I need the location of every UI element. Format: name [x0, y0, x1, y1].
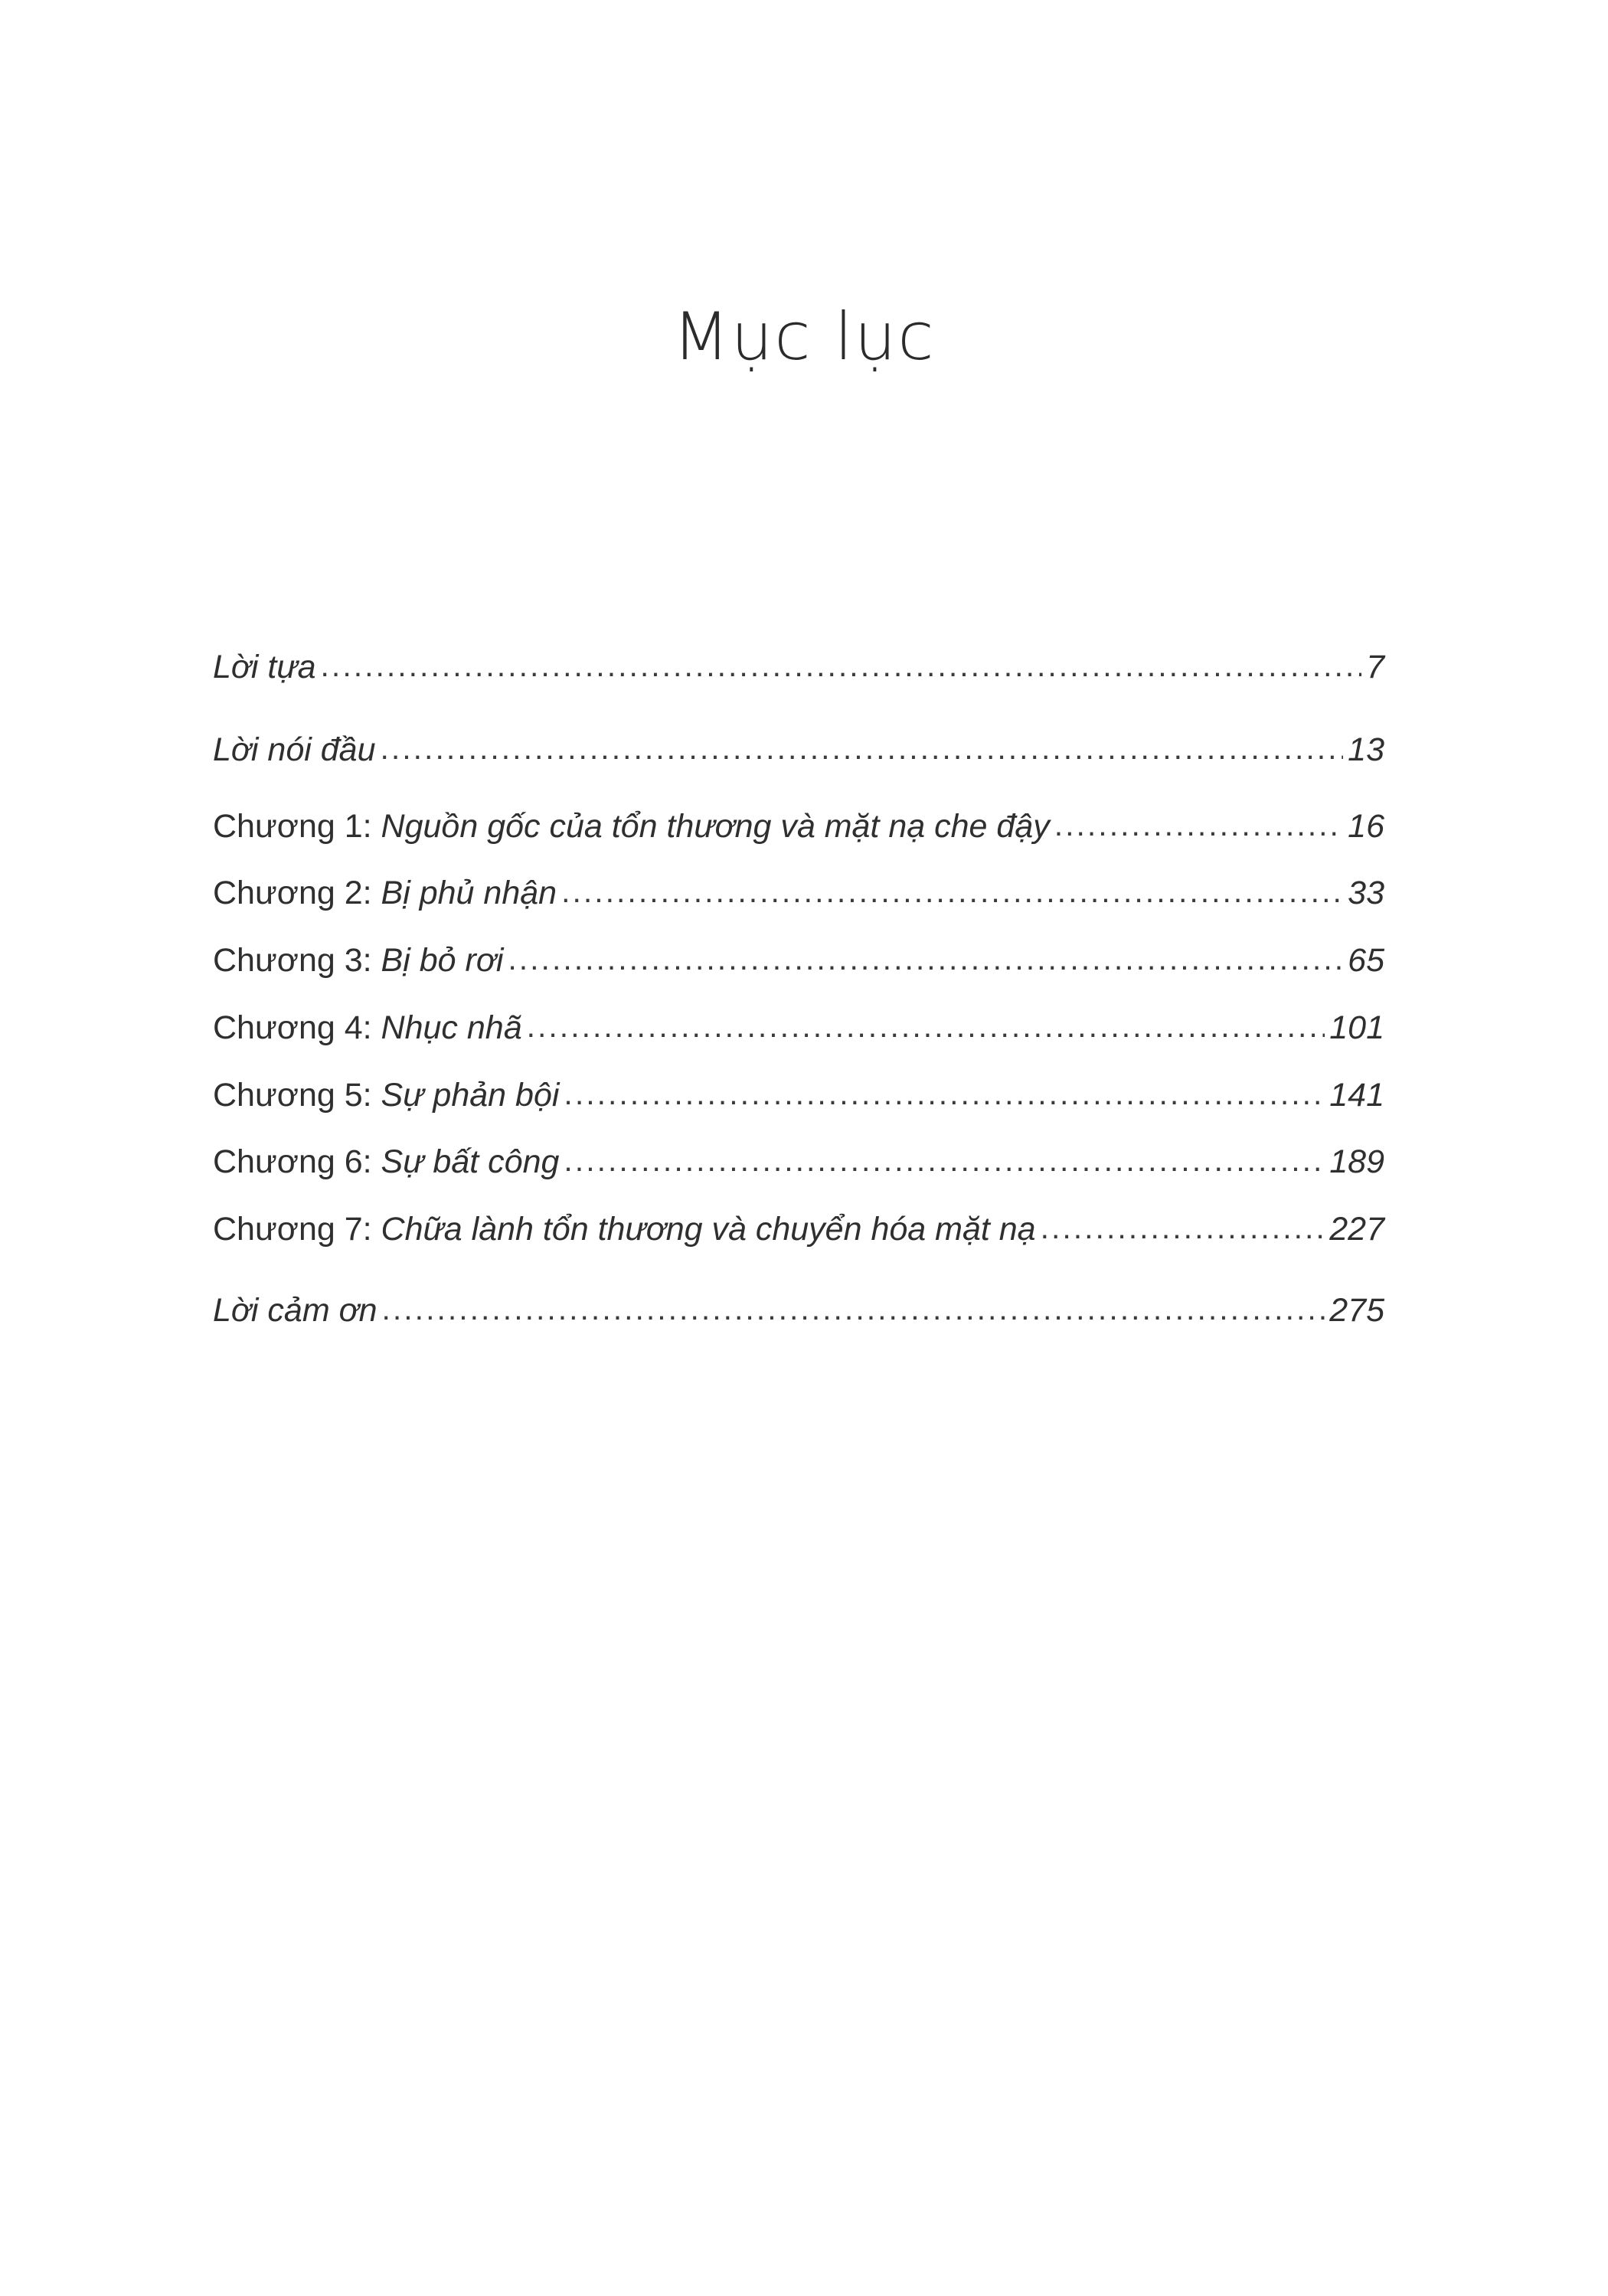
toc-entry-label: Chương 5: — [213, 1076, 372, 1114]
toc-entry-page: 13 — [1348, 731, 1384, 768]
toc-entry[interactable] — [213, 1075, 1384, 1117]
toc-entry-label: Chương 7: — [213, 1211, 372, 1248]
toc-entry-page: 275 — [1329, 1291, 1384, 1329]
page-title: Mục lục — [672, 299, 936, 375]
toc-leader — [564, 1074, 1325, 1114]
toc-entry-page: 7 — [1366, 649, 1384, 685]
toc-entry[interactable] — [213, 1142, 1384, 1183]
toc-leader — [380, 729, 1343, 768]
toc-entry-title: Chữa lành tổn thương và chuyển hóa mặt nạ — [381, 1211, 1036, 1248]
spacer — [213, 771, 1384, 806]
toc-entry-label: Chương 1: — [213, 807, 372, 845]
toc-entry[interactable] — [213, 730, 1384, 771]
toc-entry-page: 16 — [1348, 807, 1384, 845]
toc-entry-page: 33 — [1348, 875, 1384, 912]
toc-entry-label: Lời tựa — [213, 649, 316, 685]
toc-leader — [1041, 1209, 1325, 1248]
toc-leader — [508, 940, 1343, 979]
toc-entry-label: Lời nói đầu — [213, 731, 376, 768]
toc-entry[interactable] — [213, 1008, 1384, 1049]
toc-entry-page: 189 — [1329, 1143, 1384, 1181]
toc-entry-page: 101 — [1329, 1009, 1384, 1046]
toc-leader — [382, 1290, 1325, 1329]
toc-entry-label: Chương 3: — [213, 942, 372, 979]
toc-entry-label: Chương 6: — [213, 1143, 372, 1181]
toc-leader — [564, 1141, 1325, 1180]
toc-entry-page: 227 — [1329, 1211, 1384, 1248]
toc-entry[interactable] — [213, 873, 1384, 914]
spacer — [213, 1049, 1384, 1075]
spacer — [213, 982, 1384, 1008]
toc-entry-label: Lời cảm ơn — [213, 1291, 377, 1329]
toc-entry-label: Chương 4: — [213, 1009, 372, 1046]
toc-entry-title: Sự phản bội — [381, 1076, 560, 1114]
toc-entry-page: 141 — [1329, 1076, 1384, 1114]
toc-entry-title: Bị bỏ rơi — [381, 942, 504, 979]
toc-entry-page: 65 — [1348, 942, 1384, 979]
toc-leader — [321, 646, 1362, 685]
toc-leader — [561, 872, 1343, 911]
toc-entry-title: Nhục nhã — [381, 1009, 522, 1046]
spacer — [213, 914, 1384, 940]
toc-leader — [1054, 806, 1343, 845]
table-of-contents — [213, 647, 1384, 1332]
toc-entry[interactable] — [213, 1209, 1384, 1251]
spacer — [213, 1183, 1384, 1209]
toc-entry[interactable] — [213, 806, 1384, 848]
spacer — [213, 1251, 1384, 1290]
toc-entry-title: Nguồn gốc của tổn thương và mặt nạ che đậy — [381, 807, 1050, 845]
toc-entry[interactable] — [213, 647, 1384, 688]
toc-entry[interactable] — [213, 940, 1384, 982]
toc-entry[interactable] — [213, 1290, 1384, 1332]
spacer — [213, 688, 1384, 730]
toc-entry-label: Chương 2: — [213, 875, 372, 912]
toc-entry-title: Bị phủ nhận — [381, 875, 557, 912]
spacer — [213, 1116, 1384, 1142]
toc-entry-title: Sự bất công — [381, 1143, 560, 1181]
toc-leader — [527, 1007, 1325, 1046]
spacer — [213, 847, 1384, 873]
